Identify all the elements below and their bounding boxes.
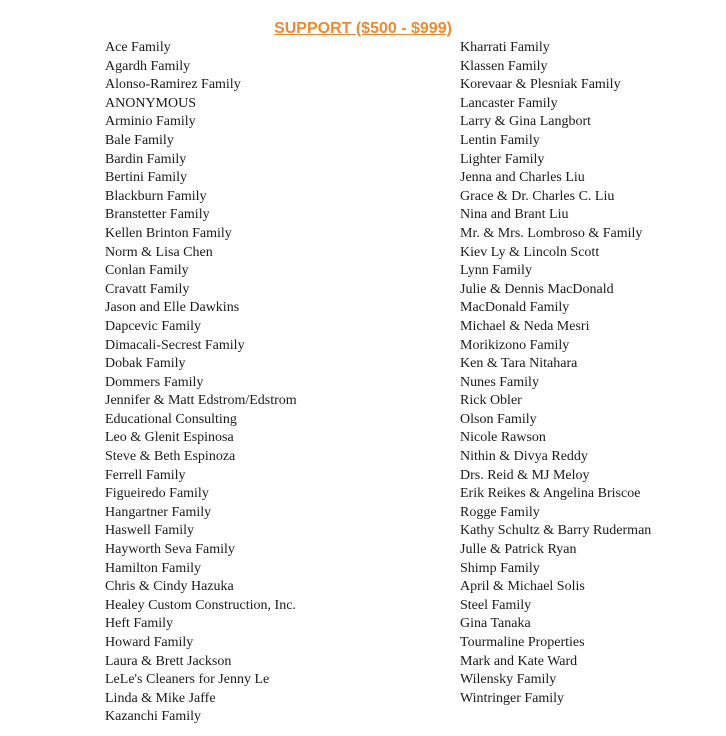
donor-name: Shimp Family: [460, 560, 540, 576]
donor-name: Kiev Ly & Lincoln Scott: [460, 244, 600, 260]
donor-name: Dimacali-Secrest Family: [105, 337, 245, 353]
donor-name: Olson Family: [460, 411, 537, 427]
donor-name: Hayworth Seva Family: [105, 542, 235, 558]
donor-name: Lancaster Family: [460, 95, 558, 111]
donor-name: Haswell Family: [105, 523, 195, 539]
donor-name: Bale Family: [105, 132, 174, 148]
donor-name: Nicole Rawson: [460, 430, 546, 446]
donor-name: Kharrati Family: [460, 40, 550, 55]
donor-name: Jennifer & Matt Edstrom/Edstrom: [105, 393, 297, 409]
donor-name: LeLe's Cleaners for Jenny Le: [105, 672, 270, 688]
donor-name: Steve & Beth Espinoza: [105, 449, 236, 465]
donor-name: Lighter Family: [460, 151, 545, 167]
donor-name: Korevaar & Plesniak Family: [460, 77, 621, 93]
donor-name: Grace & Dr. Charles C. Liu: [460, 188, 615, 204]
donor-name: Nithin & Divya Reddy: [460, 449, 588, 465]
donor-name: Lynn Family: [460, 263, 532, 279]
donor-name: Dobak Family: [105, 356, 186, 372]
donor-name: Bertini Family: [105, 170, 188, 186]
donor-name: Dommers Family: [105, 374, 204, 390]
donor-name: Erik Reikes & Angelina Briscoe: [460, 486, 641, 502]
donor-name: Ferrell Family: [105, 467, 186, 483]
donor-name: Jason and Elle Dawkins: [105, 300, 240, 316]
donor-name: Wilensky Family: [460, 672, 557, 688]
donor-name: Heft Family: [105, 616, 174, 632]
donor-name: MacDonald Family: [460, 300, 570, 316]
donor-name: Kazanchi Family: [105, 709, 202, 725]
donor-name: Ken & Tara Nitahara: [460, 356, 578, 372]
donor-name: Tourmaline Properties: [460, 635, 585, 650]
donor-name: Larry & Gina Langbort: [460, 114, 592, 130]
donor-name: Julle & Patrick Ryan: [460, 542, 577, 558]
donor-name: Steel Family: [460, 597, 532, 613]
donor-list-right: [460, 39, 651, 708]
donor-name: Laura & Brett Jackson: [105, 653, 232, 669]
donor-name: Julie & Dennis MacDonald: [460, 281, 614, 297]
donor-name: Blackburn Family: [105, 188, 207, 204]
donor-name: Klassen Family: [460, 58, 548, 74]
donor-name: Linda & Mike Jaffe: [105, 690, 216, 706]
donor-name: Nunes Family: [460, 374, 539, 390]
donor-name: Branstetter Family: [105, 207, 210, 223]
donor-name: Jenna and Charles Liu: [460, 170, 585, 186]
donor-list-left: [105, 39, 297, 727]
donor-name: Norm & Lisa Chen: [105, 244, 213, 260]
donor-name: Mr. & Mrs. Lombroso & Family: [460, 225, 643, 241]
donor-name: Arminio Family: [105, 114, 196, 130]
donor-name: Drs. Reid & MJ Meloy: [460, 467, 590, 483]
donor-name: Dapcevic Family: [105, 318, 202, 334]
donor-name: Educational Consulting: [105, 411, 237, 427]
donor-name: Rogge Family: [460, 504, 540, 520]
donor-name: April & Michael Solis: [460, 579, 585, 595]
donor-name: Ace Family: [105, 40, 171, 55]
donor-name: Rick Obler: [460, 393, 522, 409]
donor-name: Mark and Kate Ward: [460, 653, 578, 669]
donor-name: Michael & Neda Mesri: [460, 318, 590, 334]
donor-name: Gina Tanaka: [460, 616, 531, 632]
donor-name: Figueiredo Family: [105, 486, 209, 502]
donor-name: Howard Family: [105, 635, 194, 650]
donor-name: Leo & Glenit Espinosa: [105, 430, 234, 446]
donor-name: Conlan Family: [105, 263, 189, 279]
donor-name: Cravatt Family: [105, 281, 190, 297]
donor-name: ANONYMOUS: [105, 95, 197, 111]
donor-name: Kathy Schultz & Barry Ruderman: [460, 523, 652, 539]
donor-name: Wintringer Family: [460, 690, 565, 706]
donor-name: Agardh Family: [105, 58, 191, 74]
donor-name: Hangartner Family: [105, 504, 212, 520]
donor-name: Healey Custom Construction, Inc.: [105, 597, 296, 613]
donor-name: Hamilton Family: [105, 560, 202, 576]
donor-name: Nina and Brant Liu: [460, 207, 569, 223]
donor-name: Kellen Brinton Family: [105, 225, 232, 241]
donor-name: Chris & Cindy Hazuka: [105, 579, 234, 595]
section-heading: SUPPORT ($500 - $999): [274, 20, 452, 37]
donor-name: Lentin Family: [460, 132, 540, 148]
donor-name: Morikizono Family: [460, 337, 570, 353]
donor-name: Alonso-Ramirez Family: [105, 77, 241, 93]
donor-name: Bardin Family: [105, 151, 187, 167]
